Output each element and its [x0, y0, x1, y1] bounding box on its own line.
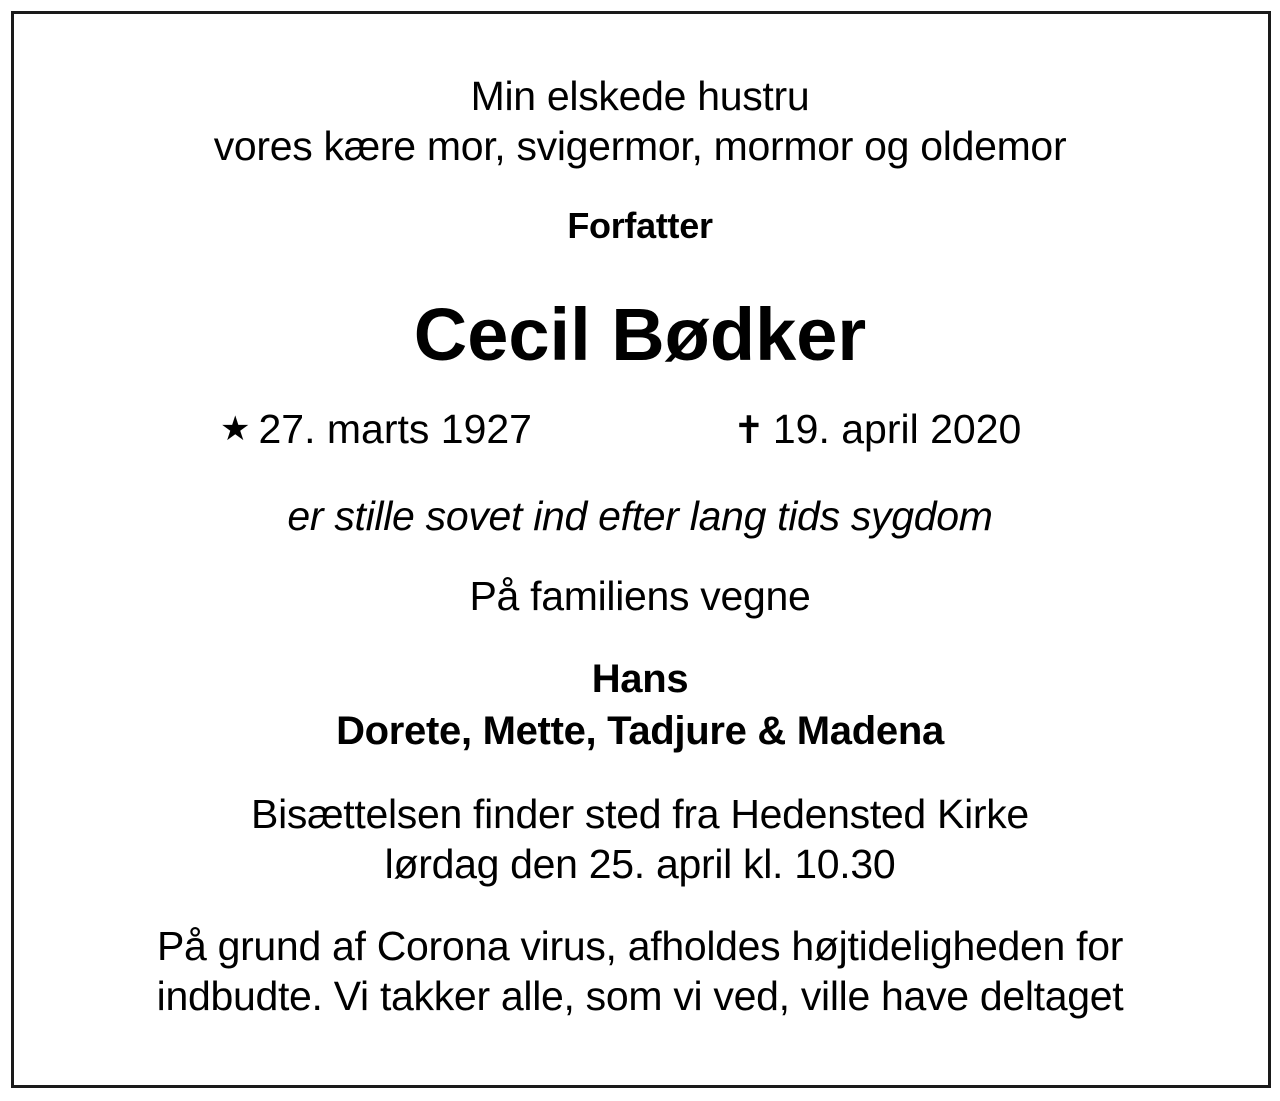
life-dates [0, 406, 1280, 459]
birth-date-group [220, 406, 532, 452]
family-line-1: Hans [591, 657, 689, 701]
intro-line-1: Min elskede hustru [470, 73, 810, 119]
passing-text: er stille sovet ind efter lang tids sygdom [287, 493, 993, 539]
birth-date: 27. marts 1927 [258, 406, 532, 452]
deceased-name: Cecil Bødker [413, 293, 867, 376]
death-date: 19. april 2020 [772, 406, 1022, 452]
profession-label: Forfatter [567, 205, 713, 246]
funeral-line-2: lørdag den 25. april kl. 10.30 [384, 841, 896, 887]
on-behalf-text: På familiens vegne [469, 573, 811, 619]
cross-icon: ✝ [733, 410, 765, 452]
funeral-line-1: Bisættelsen finder sted fra Hedensted Kirke [251, 791, 1029, 837]
family-line-2: Dorete, Mette, Tadjure & Madena [336, 709, 944, 753]
notice-line-2: indbudte. Vi takker alle, som vi ved, ville have deltaget [156, 973, 1124, 1019]
intro-line-2: vores kære mor, svigermor, mormor og oldemor [213, 123, 1067, 169]
death-date-group [733, 406, 1022, 452]
notice-line-1: På grund af Corona virus, afholdes højtideligheden for [156, 923, 1124, 969]
star-icon: ★ [220, 410, 251, 448]
